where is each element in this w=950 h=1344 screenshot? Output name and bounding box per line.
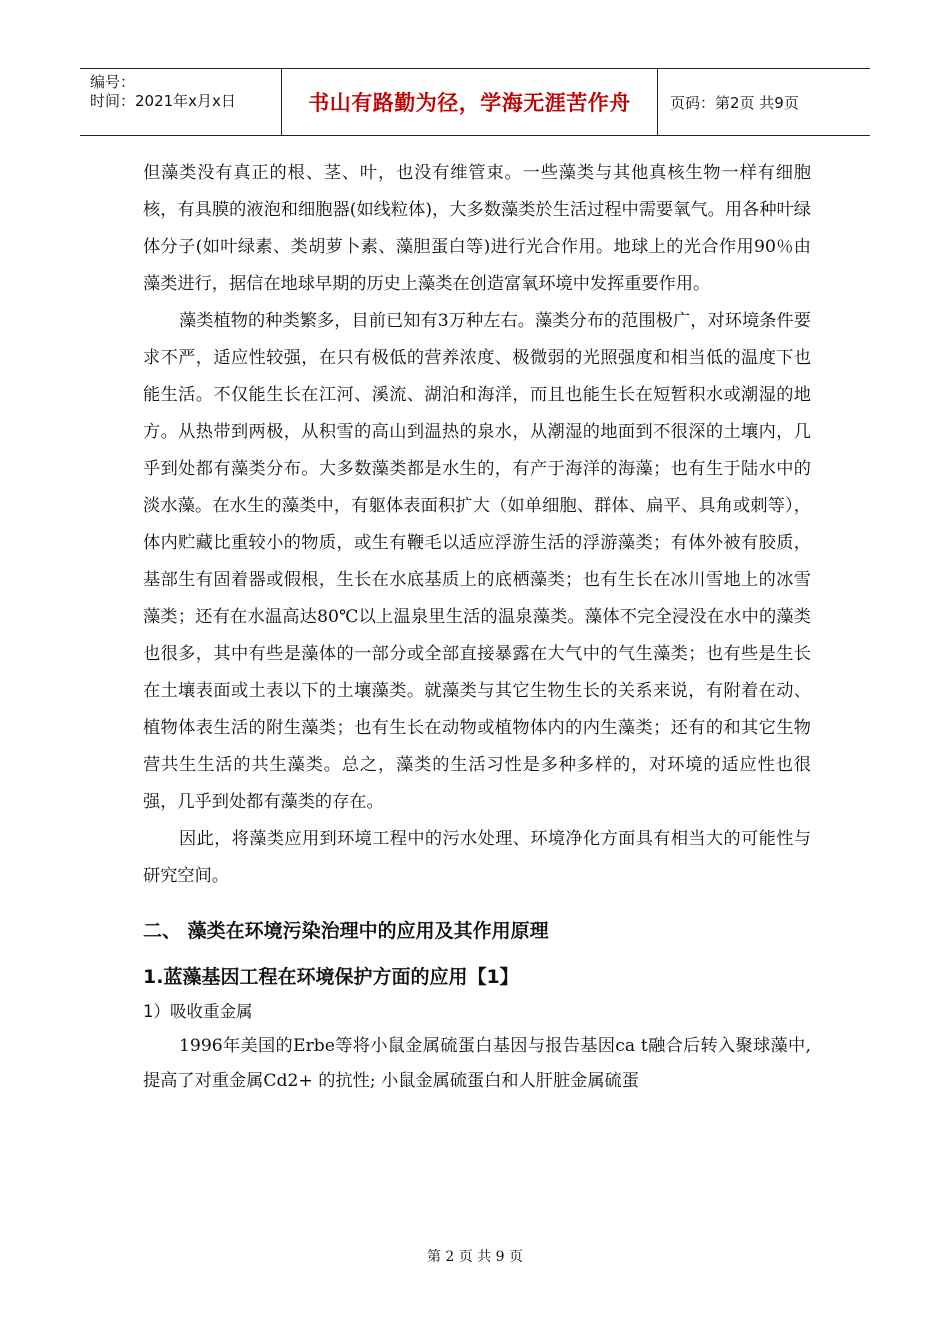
header-meta [80,69,282,135]
page-header [80,68,870,136]
doc-time-label: 时间：2021年x月x日 [90,92,236,110]
document-body [143,155,811,1099]
header-page-cell [658,69,870,135]
header-motto-cell [282,69,658,135]
section-heading: 二、 藻类在环境污染治理中的应用及其作用原理 [143,920,549,942]
page-footer: 第 2 页 共 9 页 [426,1249,524,1265]
paragraph: 因此，将藻类应用到环境工程中的污水处理、环境净化方面具有相当大的可能性与研究空间。 [143,829,811,886]
header-page-label: 页码：第2页 共9页 [670,93,799,112]
paragraph: 藻类植物的种类繁多，目前已知有3万种左右。藻类分布的范围极广，对环境条件要求不严，适应性较强，在只有极低的营养浓度、极微弱的光照强度和相当低的温度下也能生活。不仅能生长在江河、溪流、湖泊和海洋，而且也能生长在短暂积水或潮湿的地方。从热带到两极，从积雪的高山到温热的泉水，从潮湿的地面到不很深的土壤内，几乎到处都有藻类分布。大多数藻类都是水生的，有产于海洋的海藻；也有生于陆水中的淡水藻。在水生的藻类中，有躯体表面积扩大（如单细胞、群体、扁平、具角或刺等），体内贮藏比重较小的物质，或生有鞭毛以适应浮游生活的浮游藻类；有体外被有胶质，基部生有固着器或假根，生长在水底基质上的底栖藻类；也有生长在冰川雪地上的冰雪藻类；还有在水温高达80℃以上温泉里生活的温泉藻类。藻体不完全浸没在水中的藻类也很多，其中有些是藻体的一部分或全部直接暴露在大气中的气生藻类；也有些是生长在土壤表面或土表以下的土壤藻类。就藻类与其它生物生长的关系来说，有附着在动、植物体表生活的附生藻类；也有生长在动物或植物体内的内生藻类；还有的和其它生物营共生生活的共生藻类。总之，藻类的生活习性是多种多样的，对环境的适应性也很强，几乎到处都有藻类的存在。 [143,311,811,812]
paragraph: 但藻类没有真正的根、茎、叶，也没有维管束。一些藻类与其他真核生物一样有细胞核，有具膜的液泡和细胞器(如线粒体)，大多数藻类於生活过程中需要氧气。用各种叶绿体分子(如叶绿素、类胡萝卜素、藻胆蛋白等)进行光合作用。地球上的光合作用90％由藻类进行，据信在地球早期的历史上藻类在创造富氧环境中发挥重要作用。 [143,163,811,294]
doc-number-label: 编号： [90,73,136,91]
header-motto: 书山有路勤为径，学海无涯苦作舟 [308,91,631,115]
subsection-heading: 1.蓝藻基因工程在环境保护方面的应用【1】 [143,966,519,988]
paragraph: 1996年美国的Erbe等将小鼠金属硫蛋白基因与报告基因ca t融合后转入聚球藻中, 提高了对重金属Cd2+ 的抗性; 小鼠金属硫蛋白和人肝脏金属硫蛋 [143,1036,811,1091]
item-heading: 1）吸收重金属 [143,1002,253,1021]
